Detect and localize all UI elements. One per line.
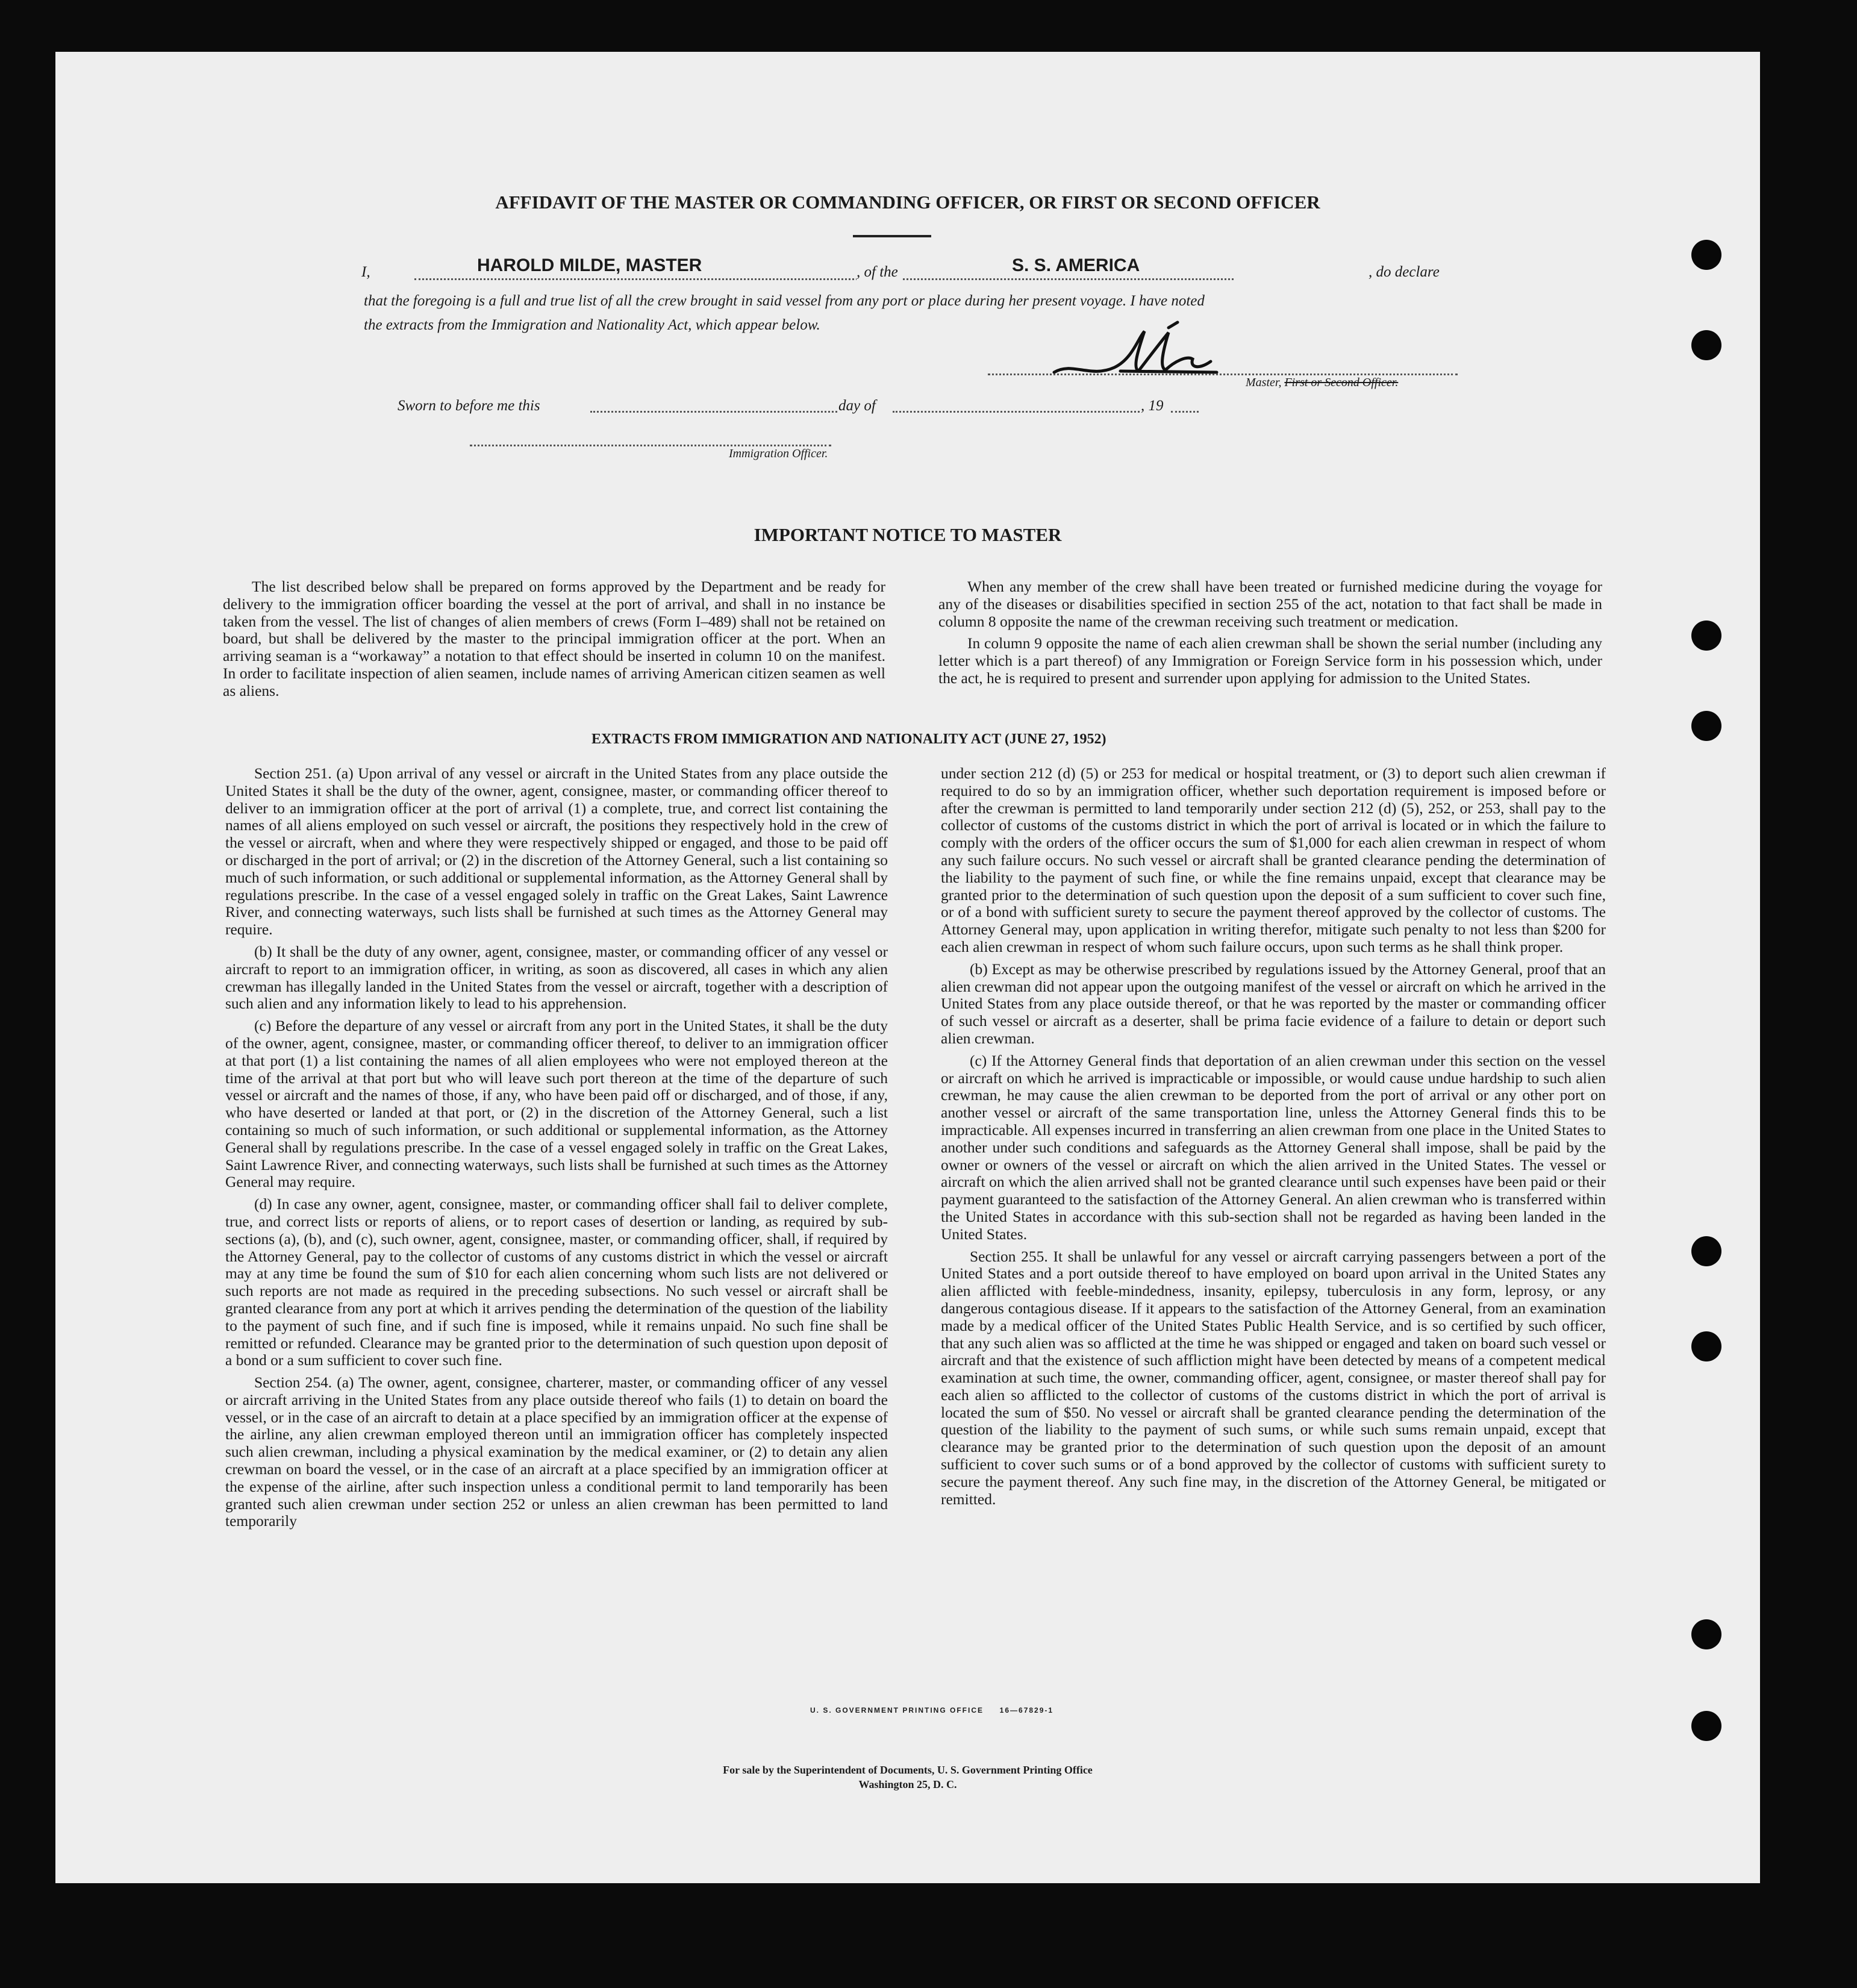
- notice-title: IMPORTANT NOTICE TO MASTER: [754, 524, 1062, 545]
- extracts-left-column: [225, 765, 888, 1535]
- punch-hole: [1691, 1331, 1721, 1361]
- do-declare-label: , do declare: [1369, 264, 1440, 280]
- sworn-line: [398, 398, 1199, 422]
- section-254-b: (b) Except as may be otherwise prescribed by regulations issued by the Attorney General, proof that an alien crewman did not appear upon the outgoing manifest of the vessel or aircraft on which he arrived in the United States from any place outside thereof, or that he was reported by the master or commanding officer of such vessel or aircraft as a deserter, shall be prima facie evidence of a failure to detain or deport such alien crewman.: [941, 960, 1606, 1047]
- punch-hole: [1691, 620, 1721, 651]
- punch-hole: [1691, 711, 1721, 741]
- statement-line-2: the extracts from the Immigration and Nationality Act, which appear below.: [364, 317, 820, 333]
- sworn-label: Sworn to before me this: [398, 398, 540, 414]
- day-underline: [590, 411, 837, 413]
- section-254-c: (c) If the Attorney General finds that deportation of an alien crewman under this section on the vessel or aircraft on which he arrived is impracticable or impossible, or would cause undue hardship to such alien crewman, he may cause the alien crewman to be deported from the port of arrival or any other port on another vessel or aircraft of the same transportation line, unless the Attorney General finds this to be impracticable. All expenses incurred in transferring an alien crewman from one place in the United States to another under such conditions and safeguards as the Attorney General shall impose, shall be paid by the owner or owners of the vessel or aircraft on which the alien arrived in the United States. The vessel or aircraft on which the alien arrived shall not be granted clearance until such expenses have been paid or their payment guaranteed to the satisfaction of the Attorney General. An alien crewman who is transferred within the United States in accordance with this sub-section shall not be regarded as having been landed in the United States.: [941, 1051, 1606, 1243]
- sale-line-2: Washington 25, D. C.: [858, 1778, 957, 1790]
- printing-office-line: U. S. GOVERNMENT PRINTING OFFICE 16—67829-1: [810, 1706, 1054, 1714]
- notice-right-paragraph-2: In column 9 opposite the name of each alien crewman shall be shown the serial number (including any letter which is a part thereof) of any Immigration or Foreign Service form in his possession which, under the act, he is required to present and surrender upon applying for admission to the United States.: [938, 634, 1602, 687]
- extracts-title: EXTRACTS FROM IMMIGRATION AND NATIONALITY ACT (JUNE 27, 1952): [591, 731, 1106, 747]
- prefix-label: I,: [361, 264, 370, 280]
- punch-hole: [1691, 1619, 1721, 1649]
- handwritten-signature-icon: [1048, 319, 1229, 386]
- name-underline: [414, 278, 1234, 280]
- affidavit-declaration-line: [361, 255, 1464, 284]
- officer-underline: [470, 445, 831, 446]
- notice-left-column: [223, 578, 885, 705]
- punch-hole: [1691, 240, 1721, 270]
- section-251-d: (d) In case any owner, agent, consignee, master, or commanding officer shall fail to deliver complete, true, and correct lists or reports of aliens, or to report cases of desertion or landing, as required by sub-sections (a), (b), and (c), such owner, agent, consignee, master, or commanding officer, shall, if required by the Attorney General, pay to the collector of customs of any customs district in which the vessel or aircraft may at any time be found the sum of $10 for each alien concerning whom such lists are not delivered or such reports are not made as required in the preceding subsections. No such vessel or aircraft shall be granted clearance from any port at which it arrives pending the determination of the question of the liability to the payment of such fine, and if such fine is imposed, while it remains unpaid. No such fine shall be remitted or refunded. Clearance may be granted prior to the determination of such question upon deposit of a bond or a sum sufficient to cover such fine.: [225, 1195, 888, 1369]
- notice-left-paragraph: The list described below shall be prepared on forms approved by the Department and be ready for delivery to the immigration officer boarding the vessel at the port of arrival, and shall in no instance be taken from the vessel. The list of changes of alien members of crews (Form I–489) shall not be retained on board, but shall be delivered by the master to the principal immigration officer at the port. When an arriving seaman is a “workaway” a notation to that effect should be inserted in column 10 on the manifest. In order to facilitate inspection of alien seamen, include names of arriving American citizen seamen as well as aliens.: [223, 578, 885, 699]
- of-the-label: , of the: [857, 264, 902, 281]
- year-label: , 19: [1141, 398, 1164, 414]
- punch-hole: [1691, 1236, 1721, 1266]
- day-of-label: day of: [838, 398, 876, 414]
- section-251-c: (c) Before the departure of any vessel or aircraft from any port in the United States, it shall be the duty of the owner, agent, consignee, master, or commanding officer thereof, to deliver to an immigration officer at that port (1) a list containing the names of all alien employees who were not employed thereon at the time of the arrival at that port but who will leave such port thereon at the time of the departure of such vessel or aircraft and the names of those, if any, who have been paid off or discharged, and of those, if any, who have deserted or landed at that port, or (2) in the discretion of the Attorney General, such a list containing so much of such information, or such additional or supplemental information, as the Attorney General shall by regulations prescribe. In the case of a vessel engaged solely in traffic on the Great Lakes, Saint Lawrence River, and connecting waterways, such lists shall be furnished at such times as the Attorney General may require.: [225, 1017, 888, 1191]
- title-rule: [853, 235, 931, 237]
- sale-line-1: For sale by the Superintendent of Documents, U. S. Government Printing Office: [723, 1764, 1093, 1776]
- month-underline: [893, 411, 1140, 413]
- affidavit-title: AFFIDAVIT OF THE MASTER OR COMMANDING OFFICER, OR FIRST OR SECOND OFFICER: [495, 192, 1320, 213]
- caption-master: Master,: [1246, 376, 1282, 389]
- section-251-b: (b) It shall be the duty of any owner, agent, consignee, master, or commanding officer of any vessel or aircraft to report to an immigration officer, in writing, as soon as discovered, all cases in which any alien crewman has illegally landed in the United States from the vessel or aircraft, together with a description of such alien and any information likely to lead to his apprehension.: [225, 942, 888, 1013]
- section-251-a: Section 251. (a) Upon arrival of any vessel or aircraft in the United States from any place outside the United States it shall be the duty of the owner, agent, consignee, master, or commanding officer thereof to deliver to an immigration officer at the port of arrival (1) a complete, true, and correct list containing the names of all aliens employed on such vessel or aircraft, the positions they respectively hold in the crew of the vessel or aircraft, when and where they were respectively shipped or engaged, and those to be paid off or discharged in the port of arrival; or (2) in the discretion of the Attorney General, such a list containing so much of such information, or such additional or supplemental information, as the Attorney General shall by regulations prescribe. In the case of a vessel engaged solely in traffic on the Great Lakes, Saint Lawrence River, and connecting waterways, such lists shall be furnished at such times as the Attorney General may require.: [225, 764, 888, 939]
- section-255: Section 255. It shall be unlawful for any vessel or aircraft carrying passengers between a port of the United States and a port outside thereof to have employed on board upon arrival in the United States any alien afflicted with feeble-mindedness, insanity, epilepsy, tuberculosis in any form, leprosy, or any dangerous contagious disease. If it appears to the satisfaction of the Attorney General, from an examination made by a medical officer of the United States Public Health Service, and is so certified by such officer, that any such alien was so afflicted at the time he was shipped or engaged and taken on board such vessel or aircraft and that the existence of such affliction might have been detected by means of a competent medical examination at such time, the owner, commanding officer, agent, consignee, or master thereof shall pay for each alien so afflicted to the collector of customs of the customs district in which the port of arrival is located the sum of $50. No vessel or aircraft shall be granted clearance pending the determination of the question of the liability to the payment of such sums, or while such sums remain unpaid, except that clearance may be granted prior to the determination of such question upon the deposit of an amount sufficient to cover such sums or of a bond approved by the collector of customs with sufficient surety to secure the payment thereof. Any such fine may, in the discretion of the Attorney General, be mitigated or remitted.: [941, 1247, 1606, 1508]
- caption-struck: First or Second Officer.: [1284, 376, 1399, 389]
- punch-hole: [1691, 1711, 1721, 1741]
- signature-underline: [988, 374, 1458, 375]
- section-254-a: Section 254. (a) The owner, agent, consignee, charterer, master, or commanding officer of any vessel or aircraft arriving in the United States from any place outside thereof who fails (1) to detain on board the vessel, or in the case of an aircraft to detain at a place specified by an immigration officer at the expense of the airline, any alien crewman employed thereon until an immigration officer has completely inspected such alien crewman, including a physical examination by the medical examiner, or (2) to detain any alien crewman on board the vessel, or in the case of an aircraft at a place specified by an immigration officer at the expense of the airline, after such inspection unless a conditional permit to land temporarily has been granted such alien crewman under section 252 or unless an alien crewman has been permitted to land temporarily: [225, 1374, 888, 1530]
- master-name: HAROLD MILDE, MASTER: [477, 255, 702, 275]
- vessel-name: S. S. AMERICA: [1012, 255, 1140, 275]
- statement-line-1: that the foregoing is a full and true list of all the crew brought in said vessel from any port or place during her present voyage. I have noted: [364, 293, 1205, 309]
- extracts-right-column: [941, 765, 1606, 1513]
- notice-right-paragraph-1: When any member of the crew shall have been treated or furnished medicine during the voyage for any of the diseases or disabilities specified in section 255 of the act, notation to that fact shall be made in column 8 opposite the name of the crewman receiving such treatment or medication.: [938, 578, 1602, 630]
- year-underline: [1171, 411, 1199, 413]
- section-254-a-continued: under section 212 (d) (5) or 253 for medical or hospital treatment, or (3) to deport such alien crewman if required to do so by an immigration officer, whether such deportation requirement is imposed before or after the crewman is permitted to land temporarily under section 212 (d) (5), 252, or 253, shall pay to the collector of customs of the customs district in which the port of arrival is located or in which the failure to comply with the orders of the officer occurs the sum of $1,000 for each alien crewman in respect of whom any such failure occurs. No such vessel or aircraft shall be granted clearance pending the determination of the liability to the payment of such fine, or while the fine remains unpaid, except that clearance may be granted prior to the determination of such question upon the deposit of a sum sufficient to cover such fine, or of a bond with sufficient surety to secure the payment thereof approved by the collector of customs. The Attorney General may, upon application in writing therefor, mitigate such penalty to not less than $200 for each alien crewman in respect of whom such failure occurs, upon such terms as he shall think proper.: [941, 764, 1606, 955]
- officer-caption: Immigration Officer.: [729, 447, 828, 460]
- signature-caption: [1246, 376, 1398, 390]
- notice-right-column: [938, 578, 1602, 692]
- punch-hole: [1691, 330, 1721, 360]
